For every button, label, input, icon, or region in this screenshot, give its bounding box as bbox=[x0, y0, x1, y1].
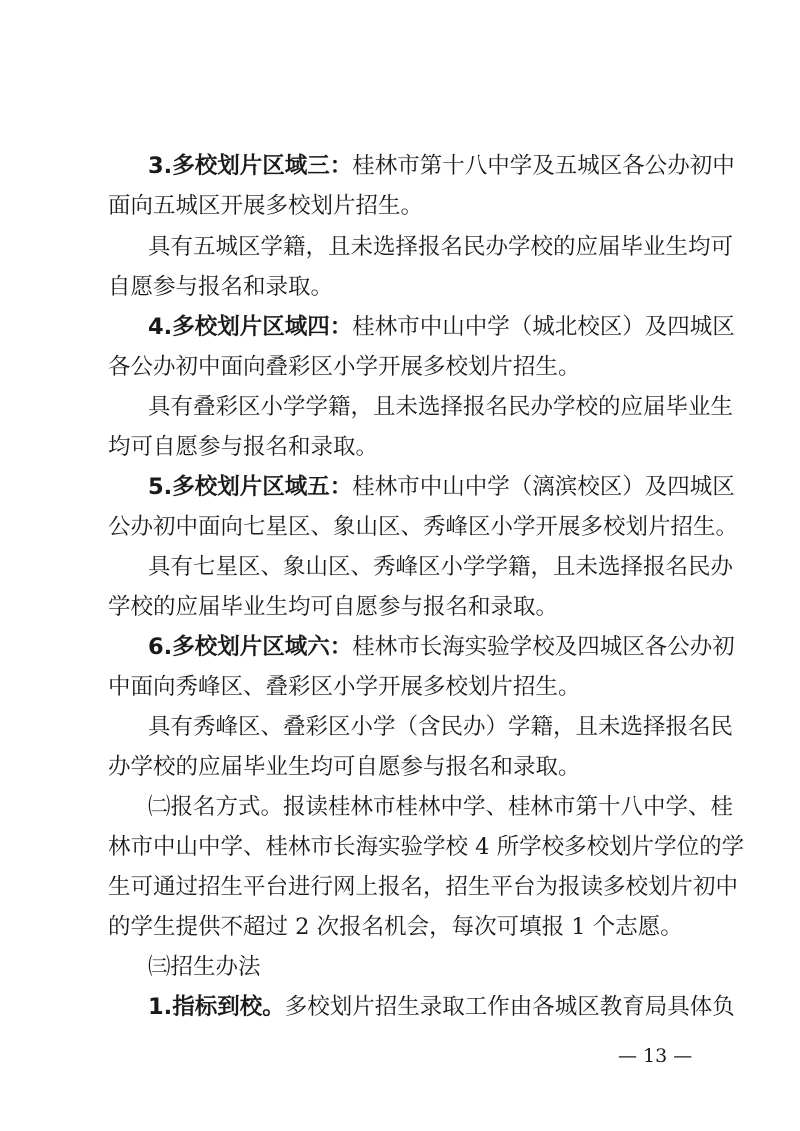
section-5-line-1: 5.多校划片区域五：桂林市中山中学（漓滨校区）及四城区 bbox=[148, 474, 735, 500]
item-1-line: 1.指标到校。多校划片招生录取工作由各城区教育局具体负 bbox=[148, 994, 735, 1020]
section-4-line-2: 各公办初中面向叠彩区小学开展多校划片招生。 bbox=[108, 354, 581, 380]
section-3-detail-line-1: 具有五城区学籍，且未选择报名民办学校的应届毕业生均可 bbox=[148, 234, 734, 260]
section-3-line-2: 面向五城区开展多校划片招生。 bbox=[108, 193, 424, 219]
section-6-detail-line-1: 具有秀峰区、叠彩区小学（含民办）学籍，且未选择报名民 bbox=[148, 714, 734, 740]
registration-line-2: 林市中山中学、桂林市长海实验学校 4 所学校多校划片学位的学 bbox=[108, 834, 745, 860]
section-3-heading: 3.多校划片区域三： bbox=[148, 153, 353, 179]
section-5-detail-line-1: 具有七星区、象山区、秀峰区小学学籍，且未选择报名民办 bbox=[148, 554, 734, 580]
registration-line-1: ㈡报名方式。报读桂林市桂林中学、桂林市第十八中学、桂 bbox=[148, 794, 734, 820]
section-3-detail-line-2: 自愿参与报名和录取。 bbox=[108, 274, 334, 300]
registration-line-4: 的学生提供不超过 2 次报名机会，每次可填报 1 个志愿。 bbox=[108, 914, 683, 940]
section-6-line-2: 中面向秀峰区、叠彩区小学开展多校划片招生。 bbox=[108, 674, 581, 700]
section-4-heading: 4.多校划片区域四： bbox=[148, 314, 353, 340]
section-4-detail-line-2: 均可自愿参与报名和录取。 bbox=[108, 434, 379, 460]
section-5-line-2: 公办初中面向七星区、象山区、秀峰区小学开展多校划片招生。 bbox=[108, 514, 739, 540]
section-6-heading: 6.多校划片区域六： bbox=[148, 634, 353, 660]
method-heading: ㈢招生办法 bbox=[148, 954, 261, 980]
section-4-line-1: 4.多校划片区域四：桂林市中山中学（城北校区）及四城区 bbox=[148, 314, 735, 340]
section-5-heading: 5.多校划片区域五： bbox=[148, 474, 353, 500]
section-6-detail-line-2: 办学校的应届毕业生均可自愿参与报名和录取。 bbox=[108, 754, 581, 780]
document-page: 3.多校划片区域三：桂林市第十八中学及五城区各公办初中 面向五城区开展多校划片招生。 具有五城区学籍，且未选择报名民办学校的应届毕业生均可 自愿参与报名和录取。 4.多校划片区域四：桂林市中山中学（城北校区）及四城区 各公办初中面向叠彩区小学开展多校划片招生。 具有叠彩区小学学籍，且未选择报名民办学校的应届毕业生 均可自愿参与报名和录取。 5.多校划片区域五：桂林市中山中学（漓滨校区）及四城区 公办初中面向七星区、象山区、秀峰区小学开展多校划片招生。 具有七星区、象山区、秀峰区小学学籍，且未选择报名民办 学校的应届毕业生均可自愿参与报名和录取。 6.多校划片区域六：桂林市长海实验学校及四城区各公办初 中面向秀峰区、叠彩区小学开展多校划片招生。 具有秀峰区、叠彩区小学（含民办）学籍，且未选择报名民 办学校的应届毕业生均可自愿参与报名和录取。 ㈡报名方式。报读桂林市桂林中学、桂林市第十八中学、桂 林市中山中学、桂林市长海实验学校 4 所学校多校划片学位的学 生可通过招生平台进行网上报名，招生平台为报读多校划片初中 的学生提供不超过 2 次报名机会，每次可填报 1 个志愿。 ㈢招生办法 1.指标到校。多校划片招生录取工作由各城区教育局具体负 — 13 — bbox=[108, 153, 745, 1067]
item-1-heading: 1.指标到校。 bbox=[148, 994, 285, 1020]
registration-line-3: 生可通过招生平台进行网上报名，招生平台为报读多校划片初中 bbox=[108, 874, 739, 900]
section-6-line-1: 6.多校划片区域六：桂林市长海实验学校及四城区各公办初 bbox=[148, 634, 735, 660]
section-3-line-1: 3.多校划片区域三：桂林市第十八中学及五城区各公办初中 bbox=[148, 153, 735, 179]
section-5-detail-line-2: 学校的应届毕业生均可自愿参与报名和录取。 bbox=[108, 594, 559, 620]
section-4-detail-line-1: 具有叠彩区小学学籍，且未选择报名民办学校的应届毕业生 bbox=[148, 394, 734, 420]
